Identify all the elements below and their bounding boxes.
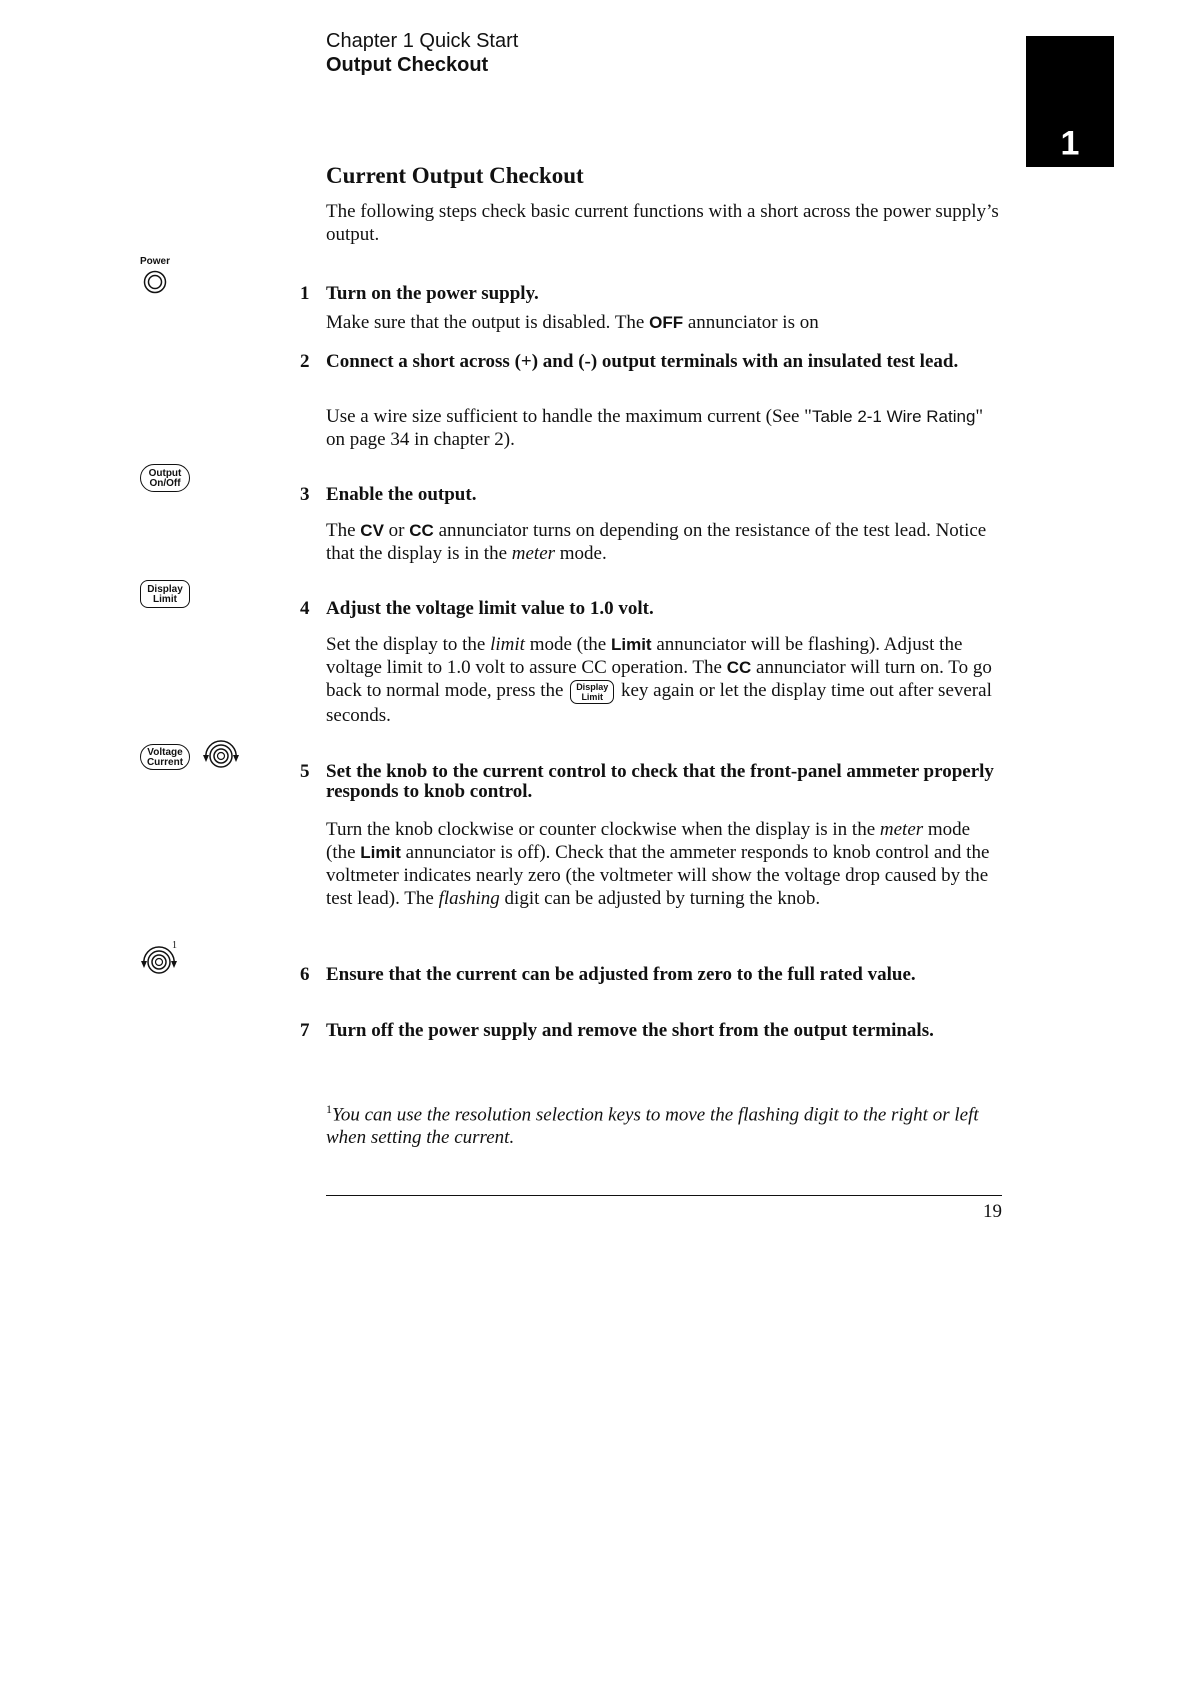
- step-3: [300, 485, 1002, 505]
- step-1-number: 1: [300, 283, 310, 304]
- voltage-key-line1: Voltage: [147, 747, 183, 758]
- output-key-line2: On/Off: [149, 478, 181, 489]
- step-7-title: Turn off the power supply and remove the short from the output terminals.: [326, 1020, 934, 1041]
- step-3-title: Enable the output.: [326, 484, 477, 505]
- voltage-current-key-icon: [140, 744, 190, 770]
- footnote-text: You can use the resolution selection keys to move the flashing digit to the right or left when setting the current.: [326, 1104, 979, 1149]
- step-4-number: 4: [300, 598, 310, 619]
- cv-annunciator: CV: [360, 521, 384, 540]
- page-number: 19: [983, 1201, 1002, 1222]
- step-3-number: 3: [300, 484, 310, 505]
- display-key-line1: Display: [147, 584, 183, 595]
- step-7-number: 7: [300, 1020, 310, 1041]
- step-5-number: 5: [300, 761, 310, 782]
- section-title: Current Output Checkout: [326, 163, 584, 188]
- step-6-number: 6: [300, 964, 310, 985]
- inline-display-limit-key-icon: Display Limit: [570, 680, 614, 704]
- intro-paragraph: The following steps check basic current functions with a short across the power supply’s output.: [326, 201, 999, 245]
- step-5-title: Set the knob to the current control to check that the front-panel ammeter properly responds to knob control.: [326, 761, 994, 802]
- footer-rule: [326, 1195, 1002, 1196]
- chapter-tab-number: 1: [1060, 124, 1080, 163]
- power-button-icon: [143, 270, 167, 294]
- step-4-body: Set the display to the limit mode (the Limit annunciator will be flashing). Adjust the voltage limit to 1.0 volt to assure CC operation. The CC annunciator will turn on. To go back to normal mode, press the Display Limit key again or let the display time out after several seconds.: [326, 634, 992, 726]
- step-6: [300, 965, 1002, 985]
- cc-annunciator: CC: [409, 521, 434, 540]
- step-4: [300, 599, 1002, 619]
- step-2-body: Use a wire size sufficient to handle the maximum current (See "Table 2-1 Wire Rating" on page 34 in chapter 2).: [326, 406, 984, 450]
- display-limit-key-icon: [140, 580, 190, 608]
- limit-annunciator-2: Limit: [360, 843, 401, 862]
- step-1-title: Turn on the power supply.: [326, 283, 539, 304]
- display-key-line2: Limit: [153, 594, 177, 605]
- step-3-body: The CV or CC annunciator turns on depending on the resistance of the test lead. Notice that the display is in the meter mode.: [326, 520, 987, 564]
- table-reference: Table 2-1 Wire Rating: [811, 407, 976, 426]
- step-2-title: Connect a short across (+) and (-) output terminals with an insulated test lead.: [326, 351, 959, 372]
- power-key-label: Power: [140, 256, 171, 267]
- step-2-number: 2: [300, 351, 310, 372]
- running-header-section: Output Checkout: [326, 54, 489, 76]
- output-on-off-key-icon: [140, 464, 190, 492]
- cc-annunciator-2: CC: [726, 658, 752, 677]
- voltage-key-line2: Current: [146, 757, 184, 768]
- footnote-mark: 1: [326, 1102, 332, 1116]
- step-4-title: Adjust the voltage limit value to 1.0 volt.: [326, 598, 654, 619]
- step-6-title: Ensure that the current can be adjusted from zero to the full rated value.: [326, 964, 916, 985]
- step-1-body: Make sure that the output is disabled. The OFF annunciator is on: [326, 312, 819, 333]
- step-5: [300, 762, 1002, 802]
- rotary-knob-icon: [200, 738, 242, 774]
- step-5-body: Turn the knob clockwise or counter clockwise when the display is in the meter mode (the Limit annunciator is off). Check that the ammeter responds to knob control and the voltmeter indicates nearly zero (the voltmeter will show the voltage drop caused by the test lead). The flashing digit can be adjusted by turning the knob.: [326, 819, 990, 909]
- off-annunciator: OFF: [649, 313, 684, 332]
- footnote: [326, 1098, 1006, 1149]
- knob-footnote-mark: 1: [172, 940, 177, 951]
- step-7: [300, 1021, 1002, 1041]
- step-1: [300, 284, 1002, 304]
- chapter-tab: [1026, 36, 1114, 167]
- limit-annunciator: Limit: [610, 635, 652, 654]
- step-2: [300, 352, 1002, 372]
- output-key-line1: Output: [148, 468, 182, 479]
- running-header-chapter: Chapter 1 Quick Start: [326, 30, 519, 52]
